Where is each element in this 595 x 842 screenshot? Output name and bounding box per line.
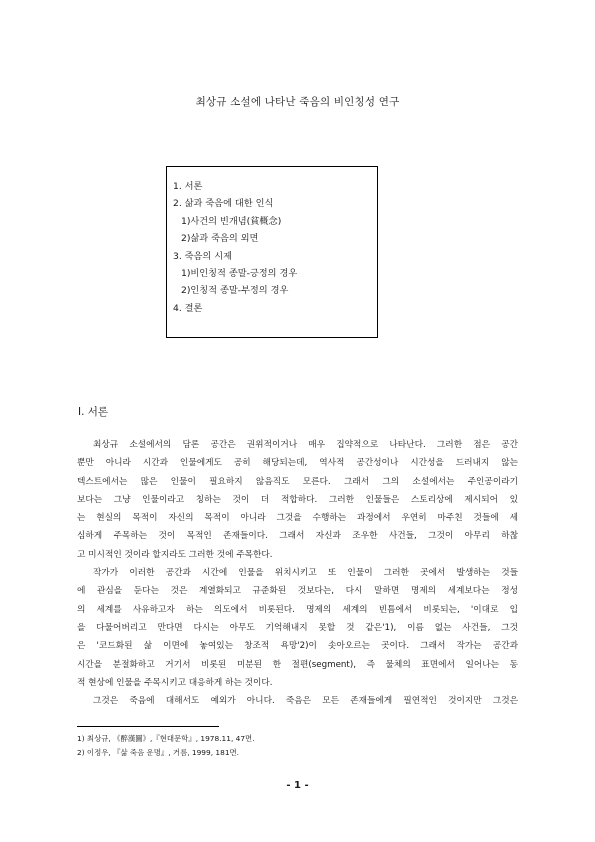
body-line: 텍스트에서는 많은 인물이 필요하지 않음직도 모른다. 그래서 그의 소설에서는 주인공이라기 — [77, 476, 518, 487]
body-line: 뿐만 아니라 시간과 인물에게도 공히 해당되는데, 역사적 공간성이나 시간성을 드러내지 않는 — [77, 458, 518, 469]
document-title: 최상규 소설에 나타난 죽음의 비인칭성 연구 — [195, 96, 400, 108]
footnote: 1) 최상규, 《醉漢圖》,『현대문학』, 1978.11, 47면. — [77, 734, 255, 743]
toc-item: 1)사건의 빈개념(貧概念) — [181, 215, 282, 227]
body-line: 최상규 소설에서의 담론 공간은 권위적이거나 매우 집약적으로 나타난다. 그러한 점은 공간 — [93, 440, 518, 450]
body-line: 그것은 죽음에 대해서도 예외가 아니다. 죽음은 모든 존재들에게 필연적인 것이지만 그것은 — [93, 696, 518, 707]
page-number: - 1 - — [286, 780, 309, 791]
toc-item: 4. 결론 — [173, 302, 203, 314]
toc-item: 2. 삶과 죽음에 대한 인식 — [173, 198, 274, 210]
body-line: 에 관심을 둔다는 것은 계열화되고 규준화된 것보다는, 다시 말하면 명제의 세계보다는 정성 — [77, 586, 518, 597]
body-line: 는 현실의 목적이 자신의 목적이 아니라 그것을 수행하는 과정에서 우연히 마주친 것들에 세 — [77, 513, 518, 524]
body-text — [77, 436, 518, 710]
footnotes — [77, 732, 255, 759]
body-line: 의 세계를 사유하고자 하는 의도에서 비롯된다. 명제의 세계의 빈틈에서 비롯되는, '이대로 입 — [77, 604, 518, 615]
body-line: 을 다물어버리고 만다면 다시는 아무도 기억해내지 못할 것 같은'1), 이름 없는 사건들, 그것 — [77, 622, 518, 633]
toc-item: 3. 죽음의 시제 — [173, 250, 232, 262]
toc-item: 2)삶과 죽음의 외면 — [181, 233, 259, 245]
body-line: 고 미시적인 것이라 할지라도 그러한 것에 주목한다. — [77, 549, 273, 560]
body-line: 작가가 이러한 공간과 시간에 인물을 위치시키고 또 인물이 그러한 곳에서 발생하는 것들 — [93, 568, 518, 579]
footnote-divider — [77, 726, 219, 727]
body-line: 심하게 주목하는 것이 목적인 존재들이다. 그래서 자신과 조우한 사건들, 그것이 아무리 하찮 — [77, 531, 518, 542]
section-heading: Ⅰ. 서론 — [78, 406, 109, 418]
toc-item: 2)인칭적 종말-부정의 경우 — [181, 285, 289, 297]
toc-item: 1. 서론 — [173, 181, 203, 192]
body-line: 보다는 그냥 인물이라고 칭하는 것이 더 적합하다. 그러한 인물들은 스토리상에 제시되어 있 — [77, 494, 518, 505]
footnote: 2) 이정우, 『삶 죽음 운명』, 거름, 1999, 181면. — [77, 747, 240, 757]
toc-item: 1)비인칭적 종말-긍정의 경우 — [181, 268, 298, 280]
body-line: 시간을 분절화하고 거기서 비롯된 미분된 한 절편(segment), 즉 물체의 표면에서 일어나는 동 — [77, 659, 518, 670]
table-of-contents — [166, 166, 378, 338]
body-line: 은 '코드화된 삶 이면에 놓여있는 창조적 욕망'2)이 솟아오르는 곳이다. 그래서 작가는 공간과 — [77, 641, 518, 652]
body-line: 적 현상에 인물을 주목시키고 대응하게 하는 것이다. — [77, 677, 273, 688]
